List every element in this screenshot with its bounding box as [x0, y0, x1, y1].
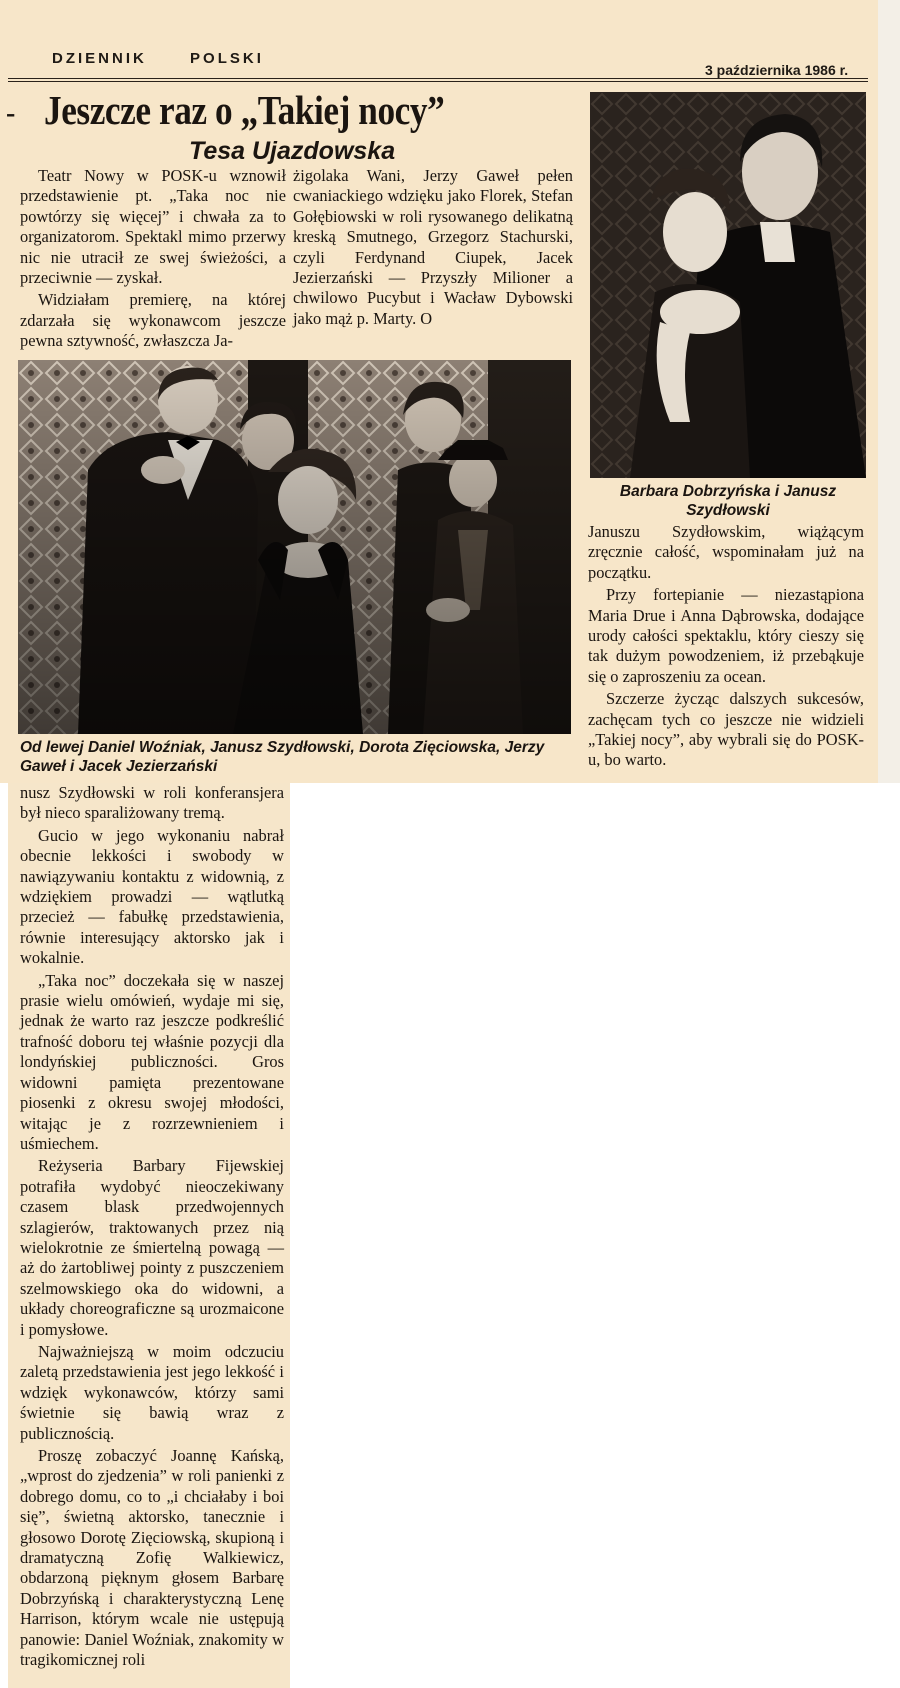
scan-edge [878, 0, 900, 783]
text-column-2 [293, 166, 573, 329]
text-column-3 [588, 522, 864, 771]
masthead [52, 50, 300, 67]
masthead-rule [8, 78, 868, 79]
article-byline: Tesa Ujazdowska [189, 137, 396, 165]
text-column-4 [20, 783, 284, 1670]
article-headline: Jeszcze raz o „Takiej nocy” [44, 87, 445, 133]
paragraph: Szczerze życząc dalszych sukcesów, zachęcam tych co jeszcze nie widzieli „Takiej nocy”, aby wybrali się do POSK-u, bo warto. [588, 689, 864, 770]
paragraph: Reżyseria Barbary Fijewskiej potrafiła wydobyć nieoczekiwany czasem blask przedwojennych szlagierów, traktowanych przez nią wielokrotnie ze śmiertelną powagą — aż do żartobliwej pointy z puszczeniem szelmowskiego oka do widowni, a układy choreograficzne są urozmaicone i pomysłowe. [20, 1156, 284, 1339]
paragraph: Januszu Szydłowskim, wiążącym zręcznie całość, wspominałam już na początku. [588, 522, 864, 582]
paragraph: Teatr Nowy w POSK-u wznowił przedstawienie pt. „Taka noc nie powtórzy się więcej” i chwała za to organizatorom. Spektakl mimo przerwy nic nie utracił ze swej świeżości, a przeciwnie — zyskał. [20, 166, 286, 288]
paragraph: Proszę zobaczyć Joannę Kańską, „wprost do zjedzenia” w roli panienki z dobrego domu, co to „i chciałaby i boi się”, świetną aktorsko, tanecznie i głosowo Dorotę Zięciowską, skupioną i dramatyczną Zofię Walkiewicz, obdarzoną pięknym głosem Barbarę Dobrzyńską i charakterystyczną Lenę Harrison, którym wcale nie ustępują panowie: Daniel Woźniak, znakomity w tragikomicznej roli [20, 1446, 284, 1670]
paragraph: Widziałam premierę, na której zdarzała się wykonawcom jeszcze pewna sztywność, zwłaszcza Ja- [20, 290, 286, 351]
masthead-word-2: POLSKI [190, 50, 264, 67]
paragraph: „Taka noc” doczekała się w naszej prasie wielu omówień, wydaje mi się, jednak że warto raz jeszcze podkreślić trafność doboru tej właśnie pozycji dla londyńskiej publiczności. Gros widowni pamięta prezentowane piosenki z okresu swojej młodości, witając je z rozrzewnieniem i uśmiechem. [20, 970, 284, 1153]
paragraph: żigolaka Wani, Jerzy Gaweł pełen cwaniackiego wdzięku jako Florek, Stefan Gołębiowski w roli rysowanego delikatną kreską Smutnego, Grzegorz Stachurski, czyli Ferdynand Ciupek, Jacek Jezierzański — Przyszły Milioner a chwilowo Pucybut i Wacław Dybowski jako mąż p. Marty. O [293, 166, 573, 328]
margin-mark: - [6, 98, 16, 129]
masthead-rule-2 [8, 81, 868, 82]
paragraph: nusz Szydłowski w roli konferansjera był nieco sparaliżowany tremą. [20, 783, 284, 823]
text-column-1 [20, 166, 286, 352]
issue-date: 3 października 1986 r. [705, 62, 849, 78]
paragraph: Przy fortepianie — niezastąpiona Maria Drue i Anna Dąbrowska, dodające urody całości spektaklu, który cieszy się tak dużym powodzeniem, iż przebąkuje się o zaproszeniu za ocean. [588, 585, 864, 686]
photo-caption-group: Od lewej Daniel Woźniak, Janusz Szydłowski, Dorota Zięciowska, Jerzy Gaweł i Jacek Jezierzański [20, 739, 545, 775]
photo-caption-couple: Barbara Dobrzyńska i Janusz Szydłowski [619, 483, 837, 519]
paragraph: Najważniejszą w moim odczuciu zaletą przedstawienia jest jego lekkość i wdzięk wykonawców, którzy sami świetnie się bawią wraz z publicznością. [20, 1341, 284, 1443]
paragraph: Gucio w jego wykonaniu nabrał obecnie lekkości i swobody w nawiązywaniu kontaktu z widownią, z wdziękiem prowadzi — wątlutką przecież — fabułkę przedstawienia, równie interesujący aktorsko jak i wokalnie. [20, 825, 284, 968]
stage-photo-group [18, 360, 571, 734]
masthead-word-1: DZIENNIK [52, 50, 147, 67]
stage-photo-couple [590, 92, 866, 478]
